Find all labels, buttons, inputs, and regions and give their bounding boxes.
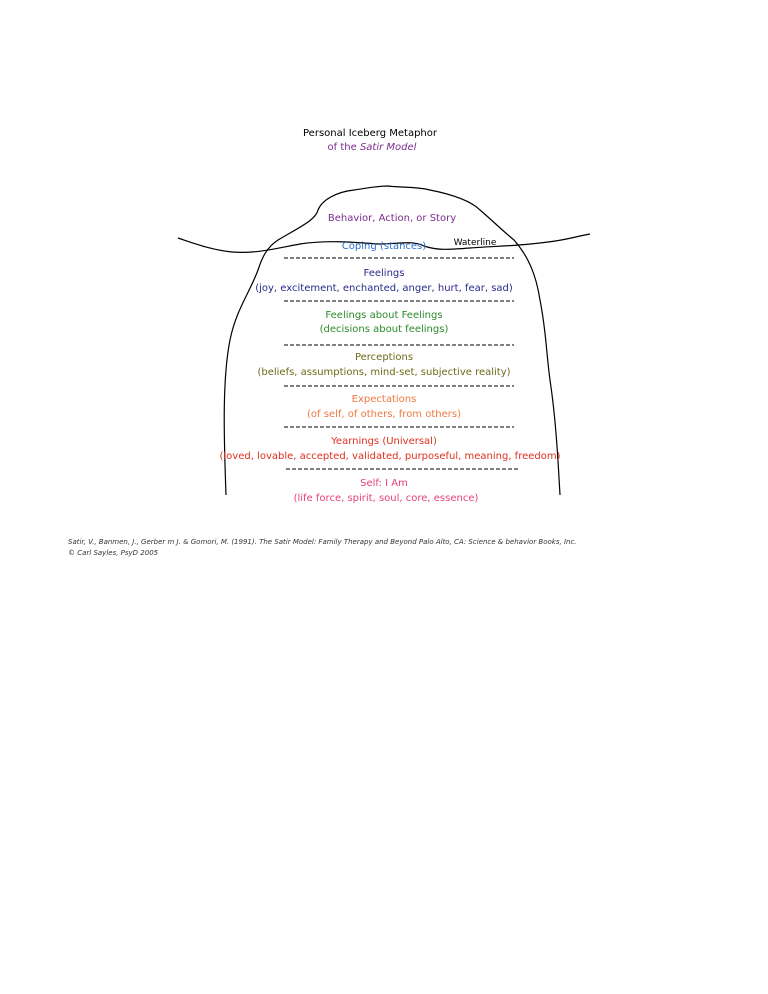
citation-publisher: Palo Alto, CA: Science & behavior Books, Inc. [416, 538, 577, 546]
layer-self-detail: (life force, spirit, soul, core, essence) [293, 493, 479, 504]
layer-expectations: Expectations [351, 394, 417, 405]
layer-expectations-detail: (of self, of others, from others) [307, 409, 461, 420]
layer-yearnings-detail: (loved, lovable, accepted, validated, purposeful, meaning, freedom) [219, 451, 561, 462]
layer-coping: Coping (stances) [341, 241, 427, 252]
citation [68, 537, 577, 547]
diagram-title: Personal Iceberg Metaphor [303, 128, 437, 139]
subtitle-italic: Satir Model [359, 142, 417, 153]
layer-feelings-about-feelings-detail: (decisions about feelings) [319, 324, 449, 335]
citation-book: The Satir Model: Family Therapy and Beyond [259, 538, 417, 546]
layer-perceptions-detail: (beliefs, assumptions, mind-set, subjective reality) [257, 367, 511, 378]
iceberg-outline [224, 186, 560, 495]
diagram-subtitle [328, 141, 417, 154]
layer-yearnings: Yearnings (Universal) [331, 436, 437, 447]
waterline-label: Waterline [453, 238, 497, 248]
layer-self: Self: I Am [360, 478, 408, 489]
copyright: © Carl Sayles, PsyD 2005 [68, 549, 159, 557]
layer-behavior: Behavior, Action, or Story [327, 213, 457, 224]
layer-feelings: Feelings [363, 268, 405, 279]
layer-feelings-detail: (joy, excitement, enchanted, anger, hurt, fear, sad) [255, 283, 513, 294]
subtitle-prefix: of the [327, 142, 360, 153]
layer-perceptions: Perceptions [354, 352, 414, 363]
citation-authors: Satir, V., Banmen, J., Gerber m J. & Gomori, M. (1991). [68, 538, 260, 546]
layer-feelings-about-feelings: Feelings about Feelings [325, 310, 443, 321]
